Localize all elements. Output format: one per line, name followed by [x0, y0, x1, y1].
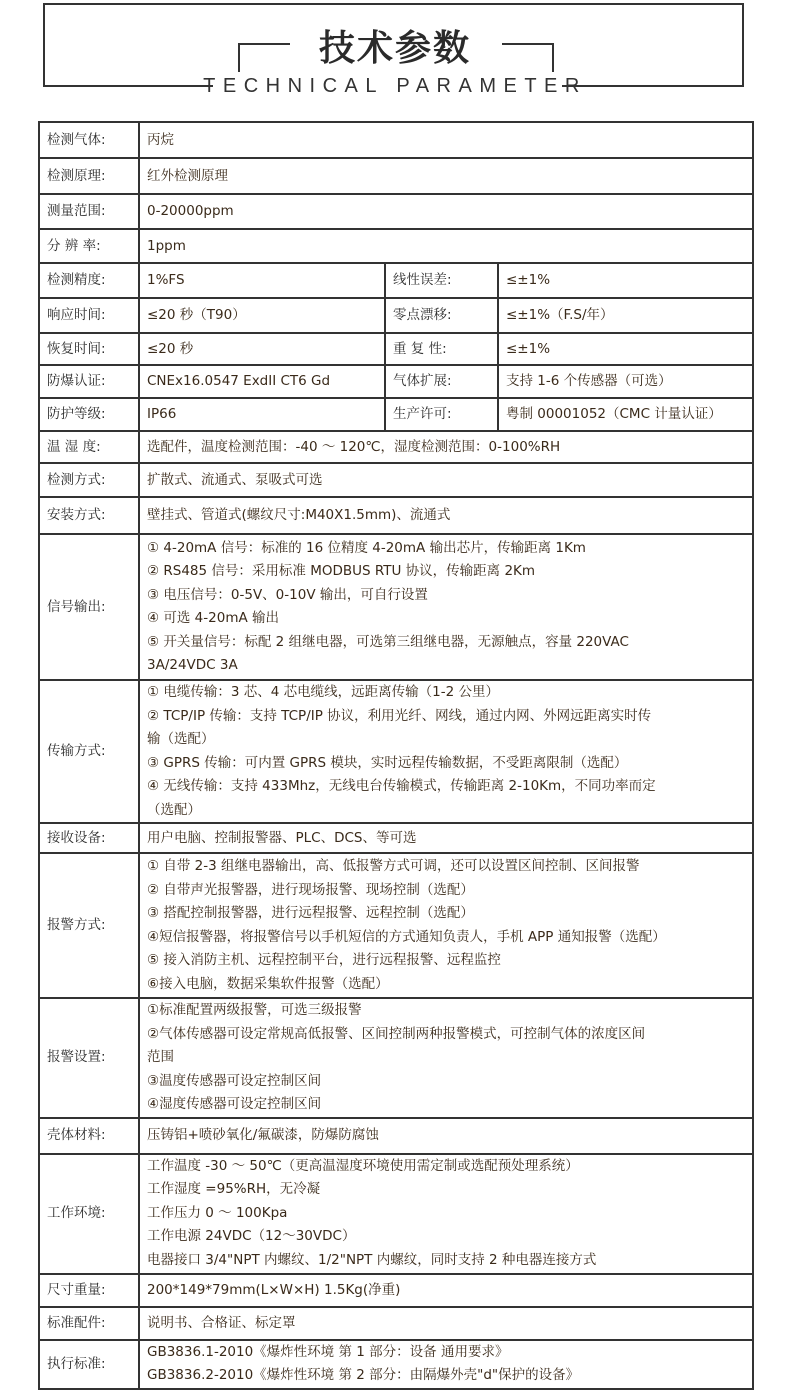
spec-value-secondary: 粤制 00001052（CMC 计量认证） [498, 398, 753, 431]
spec-value-line: 输（选配） [147, 731, 215, 747]
spec-label-secondary: 气体扩展: [385, 365, 498, 398]
spec-value-line: IP66 [147, 406, 177, 422]
spec-value-line: 1ppm [147, 237, 186, 254]
spec-table [38, 121, 754, 1390]
spec-value-line: 压铸铝+喷砂氧化/氟碳漆，防爆防腐蚀 [147, 1127, 379, 1143]
spec-row [39, 1118, 753, 1154]
spec-value [139, 365, 385, 398]
spec-value-line: ① 4-20mA 信号：标准的 16 位精度 4-20mA 输出芯片，传输距离 1Km [147, 539, 586, 556]
spec-row [39, 998, 753, 1118]
spec-value [139, 229, 753, 263]
spec-value-line: 工作湿度 =95%RH，无冷凝 [147, 1181, 321, 1198]
spec-label: 尺寸重量: [39, 1274, 139, 1307]
spec-label: 检测气体: [39, 122, 139, 158]
spec-label: 报警方式: [39, 853, 139, 998]
spec-value-line: ① 自带 2-3 组继电器输出，高、低报警方式可调，还可以设置区间控制、区间报警 [147, 858, 640, 874]
spec-label: 标准配件: [39, 1307, 139, 1340]
spec-value-line: ≤20 秒 [147, 340, 194, 357]
spec-row [39, 431, 753, 463]
spec-value [139, 680, 753, 823]
spec-value-line: GB3836.1-2010《爆炸性环境 第 1 部分：设备 通用要求》 [147, 1344, 509, 1360]
spec-value-line: 用户电脑、控制报警器、PLC、DCS、等可选 [147, 829, 417, 846]
spec-value [139, 1274, 753, 1307]
spec-value [139, 1340, 753, 1389]
spec-label: 报警设置: [39, 998, 139, 1118]
spec-row [39, 229, 753, 263]
page-subtitle: TECHNICAL PARAMETER [203, 75, 587, 97]
spec-row [39, 463, 753, 497]
spec-value-line: ③ GPRS 传输：可内置 GPRS 模块，实时远程传输数据，不受距离限制（选配） [147, 754, 628, 771]
spec-value [139, 534, 753, 680]
spec-value-line: 工作压力 0 ～ 100Kpa [147, 1204, 288, 1221]
spec-value [139, 1154, 753, 1274]
spec-value-line: ⑤ 开关量信号：标配 2 组继电器，可选第三组继电器，无源触点，容量 220VAC [147, 633, 629, 650]
spec-label: 检测方式: [39, 463, 139, 497]
spec-value [139, 431, 753, 463]
spec-value [139, 853, 753, 998]
spec-row [39, 1154, 753, 1274]
spec-label: 检测精度: [39, 263, 139, 298]
spec-value-line: ② RS485 信号：采用标准 MODBUS RTU 协议，传输距离 2Km [147, 563, 536, 579]
spec-value [139, 194, 753, 229]
spec-value-line: ④湿度传感器可设定控制区间 [147, 1096, 322, 1112]
spec-value-line: 选配件，温度检测范围：-40 ～ 120℃，湿度检测范围：0-100%RH [147, 438, 561, 455]
spec-label: 检测原理: [39, 158, 139, 194]
spec-value-line: 3A/24VDC 3A [147, 657, 238, 673]
spec-row [39, 333, 753, 365]
spec-row [39, 398, 753, 431]
spec-value-line: ④ 可选 4-20mA 输出 [147, 610, 280, 626]
spec-row [39, 194, 753, 229]
spec-value [139, 158, 753, 194]
spec-value-line: 说明书、合格证、标定罩 [147, 1314, 296, 1331]
spec-value-line: 壁挂式、管道式(螺纹尺寸:M40X1.5mm)、流通式 [147, 507, 451, 523]
spec-value-secondary: ≤±1% [498, 263, 753, 298]
spec-label-secondary: 生产许可: [385, 398, 498, 431]
spec-value-line: ② TCP/IP 传输：支持 TCP/IP 协议，利用光纤、网线，通过内网、外网远距离实时传 [147, 707, 652, 724]
spec-row [39, 497, 753, 534]
spec-value-line: 1%FS [147, 272, 185, 288]
spec-value-line: （选配） [147, 801, 201, 818]
spec-value-line: ④ 无线传输：支持 433Mhz，无线电台传输模式，传输距离 2-10Km，不同功率而定 [147, 778, 656, 794]
spec-value-line: 电器接口 3/4"NPT 内螺纹、1/2"NPT 内螺纹，同时支持 2 种电器连接方式 [147, 1251, 597, 1268]
spec-value [139, 398, 385, 431]
spec-label: 接收设备: [39, 823, 139, 853]
spec-value [139, 998, 753, 1118]
spec-label: 测量范围: [39, 194, 139, 229]
spec-value [139, 1118, 753, 1154]
spec-value [139, 1307, 753, 1340]
spec-value-secondary: ≤±1%（F.S/年） [498, 298, 753, 333]
spec-value-line: ≤20 秒（T90） [147, 307, 246, 323]
spec-value-line: ② 自带声光报警器，进行现场报警、现场控制（选配） [147, 881, 474, 898]
spec-label: 信号输出: [39, 534, 139, 680]
spec-label: 恢复时间: [39, 333, 139, 365]
spec-value-secondary: 支持 1-6 个传感器（可选） [498, 365, 753, 398]
spec-label-secondary: 零点漂移: [385, 298, 498, 333]
spec-label-secondary: 重 复 性: [385, 333, 498, 365]
spec-value-secondary: ≤±1% [498, 333, 753, 365]
spec-value-line: ①标准配置两级报警，可选三级报警 [147, 1002, 362, 1018]
spec-value-line: 200*149*79mm(L×W×H) 1.5Kg(净重) [147, 1281, 401, 1298]
spec-value-line: 丙烷 [147, 131, 174, 148]
spec-row [39, 1340, 753, 1389]
spec-value [139, 823, 753, 853]
page-title: 技术参数 [318, 28, 471, 69]
spec-value-line: ③ 电压信号：0-5V、0-10V 输出，可自行设置 [147, 586, 428, 603]
spec-row [39, 365, 753, 398]
spec-value-line: ① 电缆传输：3 芯、4 芯电缆线，远距离传输（1-2 公里） [147, 684, 499, 700]
spec-label: 传输方式: [39, 680, 139, 823]
spec-label: 防爆认证: [39, 365, 139, 398]
spec-value [139, 333, 385, 365]
spec-value-line: GB3836.2-2010《爆炸性环境 第 2 部分：由隔爆外壳"d"保护的设备》 [147, 1367, 580, 1383]
spec-value-line: ④短信报警器，将报警信号以手机短信的方式通知负责人，手机 APP 通知报警（选配） [147, 928, 666, 945]
spec-value [139, 497, 753, 534]
spec-row [39, 853, 753, 998]
spec-label: 温 湿 度: [39, 431, 139, 463]
spec-value [139, 122, 753, 158]
spec-row [39, 158, 753, 194]
spec-row [39, 122, 753, 158]
spec-value-line: CNEx16.0547 ExdII CT6 Gd [147, 373, 331, 389]
spec-row [39, 1307, 753, 1340]
spec-label: 防护等级: [39, 398, 139, 431]
spec-value [139, 263, 385, 298]
spec-label: 安装方式: [39, 497, 139, 534]
spec-label: 分 辨 率: [39, 229, 139, 263]
spec-label-secondary: 线性误差: [385, 263, 498, 298]
spec-label: 工作环境: [39, 1154, 139, 1274]
spec-value-line: ⑤ 接入消防主机、远程控制平台，进行远程报警、远程监控 [147, 952, 501, 968]
spec-value-line: ②气体传感器可设定常规高低报警、区间控制两种报警模式，可控制气体的浓度区间 [147, 1025, 646, 1042]
spec-value [139, 463, 753, 497]
spec-value [139, 298, 385, 333]
spec-value-line: 工作电源 24VDC（12～30VDC） [147, 1228, 356, 1245]
spec-label: 执行标准: [39, 1340, 139, 1389]
spec-value-line: 扩散式、流通式、泵吸式可选 [147, 471, 323, 488]
spec-value-line: 红外检测原理 [147, 167, 228, 184]
spec-value-line: ⑥接入电脑，数据采集软件报警（选配） [147, 975, 389, 992]
spec-row [39, 298, 753, 333]
spec-value-line: 工作温度 -30 ～ 50℃（更高温湿度环境使用需定制或选配预处理系统） [147, 1157, 579, 1174]
spec-value-line: 范围 [147, 1049, 174, 1065]
spec-label: 响应时间: [39, 298, 139, 333]
spec-row [39, 1274, 753, 1307]
spec-value-line: ③ 搭配控制报警器，进行远程报警、远程控制（选配） [147, 905, 474, 921]
spec-row [39, 680, 753, 823]
spec-value-line: 0-20000ppm [147, 203, 234, 219]
spec-value-line: ③温度传感器可设定控制区间 [147, 1072, 322, 1089]
spec-label: 壳体材料: [39, 1118, 139, 1154]
spec-row [39, 823, 753, 853]
spec-row [39, 534, 753, 680]
spec-row [39, 263, 753, 298]
